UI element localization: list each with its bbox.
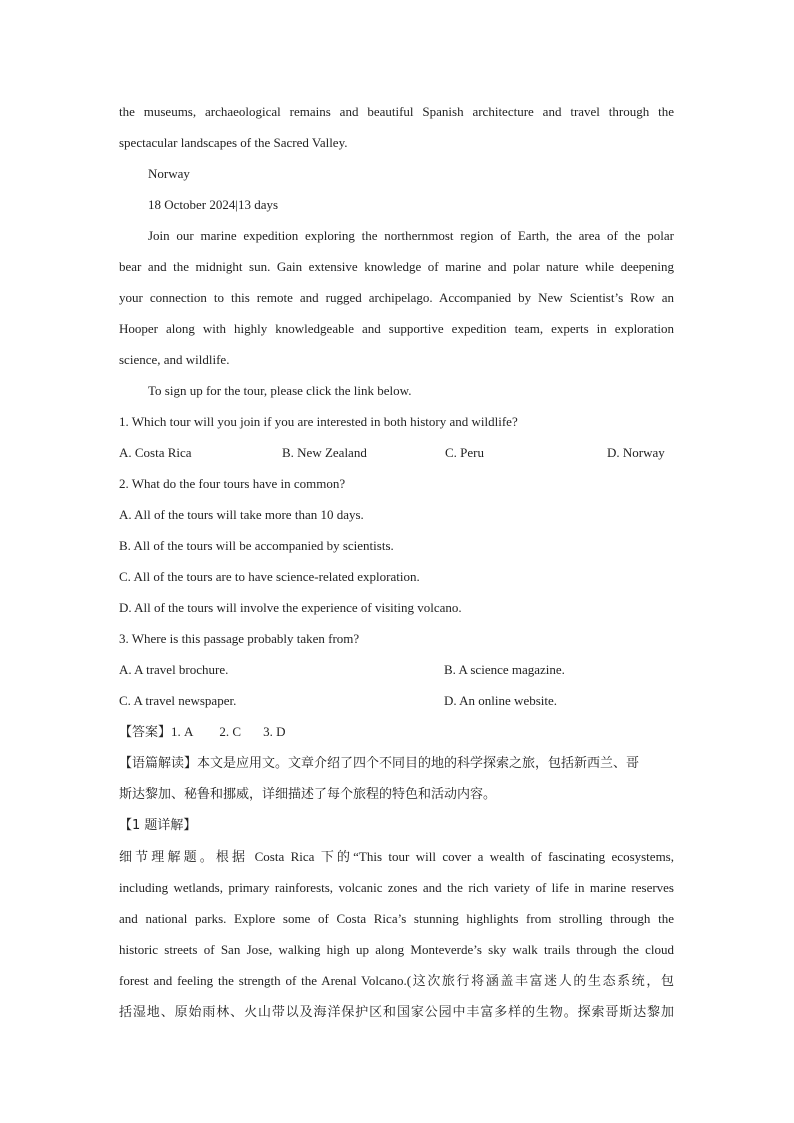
question-stem: 1. Which tour will you join if you are interested in both history and wildlife? [119, 414, 518, 429]
signup-line: To sign up for the tour, please click the link below. [148, 383, 412, 398]
option-d: D. An online website. [444, 693, 558, 708]
passage-line: the museums, archaeological remains and beautiful Spanish architecture and travel through the [119, 104, 674, 119]
detail-line: including wetlands, primary rainforests, volcanic zones and the rich variety of life in marine reserves [119, 880, 674, 895]
option-b: B. New Zealand [282, 445, 367, 460]
reading-label: 【语篇解读】 [119, 756, 198, 771]
passage-line: bear and the midnight sun. Gain extensive knowledge of marine and polar nature while deepening [119, 259, 674, 274]
document-page [119, 96, 674, 1027]
option-c: C. Peru [445, 445, 484, 460]
option-a: A. All of the tours will take more than 10 days. [119, 507, 364, 522]
option-b: B. All of the tours will be accompanied by scientists. [119, 538, 394, 553]
detail-line: and national parks. Explore some of Costa Rica’s stunning highlights from strolling through the [119, 911, 674, 926]
passage-line: your connection to this remote and rugged archipelago. Accompanied by New Scientist’s Row an [119, 290, 674, 305]
option-a: A. A travel brochure. [119, 662, 229, 677]
detail-line: 括湿地、原始雨林、火山带以及海洋保护区和国家公园中丰富多样的生物。探索哥斯达黎加 [119, 1004, 674, 1019]
passage-line: Join our marine expedition exploring the northernmost region of Earth, the area of the polar [148, 228, 674, 243]
question-options [119, 654, 674, 685]
question-options [119, 685, 674, 716]
detail-label: 【1 题详解】 [119, 818, 197, 833]
answer-3: 3. D [263, 724, 286, 739]
reading-text: 本文是应用文。文章介绍了四个不同目的地的科学探索之旅，包括新西兰、哥 [197, 756, 640, 771]
reading-line [119, 748, 674, 779]
passage-line: spectacular landscapes of the Sacred Valley. [119, 135, 348, 150]
answer-line [119, 716, 674, 748]
section-title-norway: Norway [148, 166, 190, 181]
option-a: A. Costa Rica [119, 445, 192, 460]
option-b: B. A science magazine. [444, 662, 565, 677]
answer-label: 【答案】 [119, 725, 172, 740]
option-d: D. All of the tours will involve the experience of visiting volcano. [119, 600, 462, 615]
detail-line: 细节理解题。根据 Costa Rica 下的“This tour will cover a wealth of fascinating ecosystems, [119, 849, 674, 864]
passage-line: science, and wildlife. [119, 352, 230, 367]
option-c: C. A travel newspaper. [119, 693, 237, 708]
detail-line: forest and feeling the strength of the Arenal Volcano.(这次旅行将涵盖丰富迷人的生态系统，包 [119, 973, 674, 988]
question-stem: 2. What do the four tours have in common? [119, 476, 346, 491]
answer-1: 1. A [171, 724, 194, 739]
question-stem: 3. Where is this passage probably taken from? [119, 631, 360, 646]
passage-line: Hooper along with highly knowledgeable and supportive expedition team, experts in exploration [119, 321, 674, 336]
question-options [119, 437, 674, 468]
reading-line: 斯达黎加、秘鲁和挪威，详细描述了每个旅程的特色和活动内容。 [119, 787, 497, 802]
option-d: D. Norway [607, 445, 665, 460]
answer-2: 2. C [219, 724, 242, 739]
option-c: C. All of the tours are to have science-related exploration. [119, 569, 420, 584]
detail-line: historic streets of San Jose, walking high up along Monteverde’s sky walk trails through the cloud [119, 942, 674, 957]
section-date-norway: 18 October 2024|13 days [148, 197, 279, 212]
